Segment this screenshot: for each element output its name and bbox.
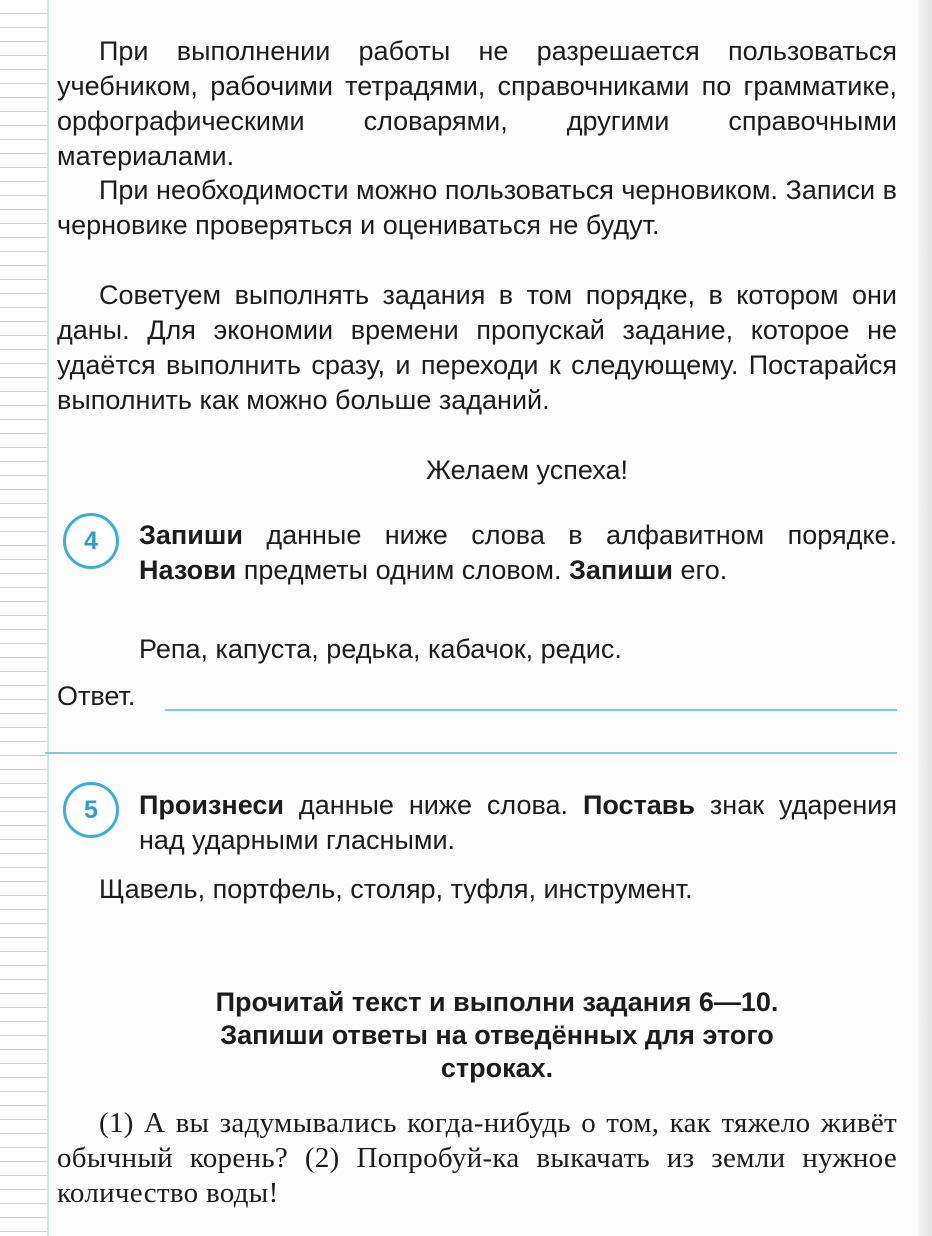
task-5-instruction — [139, 788, 897, 858]
task-4-text-2: предметы одним словом. — [236, 555, 569, 585]
task-4-verb-write-2: Запиши — [569, 555, 673, 585]
heading-line-1: Прочитай текст и выполни задания 6—10. — [215, 987, 779, 1017]
task-5-verb-place: Поставь — [582, 790, 695, 820]
margin-line — [47, 0, 49, 1236]
heading-line-3: строках. — [440, 1053, 554, 1083]
task-4-text-3: его. — [672, 555, 728, 585]
task-4-verb-name: Назови — [139, 555, 237, 585]
task-4-text-1: данные ниже слова в алфавитном порядке. — [242, 520, 897, 550]
instruction-paragraph-3: Советуем выполнять задания в том порядке, в котором они даны. Для экономии времени пропускай задание, которое не удаётся выполнить сразу, и переходи к следующему. Постарайся выполнить как можно больше заданий. — [57, 280, 897, 415]
ruled-margin — [0, 0, 48, 1236]
task-5-number-badge: 5 — [63, 782, 119, 838]
page-edge-shadow — [918, 0, 932, 1236]
task-4-word-list: Репа, капуста, редька, кабачок, редис. — [139, 634, 622, 664]
heading-line-2: Запиши ответы на отведённых для этого — [220, 1020, 774, 1050]
instruction-paragraph-1: При выполнении работы не разрешается пользоваться учебником, рабочими тетрадями, справочниками по грамматике, орфографическими словарями, другими справочными материалами. — [57, 36, 897, 171]
instruction-paragraph-2: При необходимости можно пользоваться черновиком. Записи в черновике проверяться и оцениваться не будут. — [57, 175, 897, 240]
answer-label: Ответ. — [57, 681, 136, 711]
task-4-number-badge: 4 — [63, 513, 119, 569]
task-5-text-2: знак ударения над ударными гласными. — [139, 790, 897, 855]
answer-line-2[interactable] — [45, 752, 897, 754]
task-5-word-list: Щавель, портфель, столяр, туфля, инструмент. — [99, 874, 693, 904]
reading-passage: (1) А вы задумывались когда-нибудь о том, как тяжело живёт обычный корень? (2) Попробуй-ка выкачать из земли нужное количество воды! — [57, 1107, 897, 1209]
good-luck-wish: Желаем успеха! — [425, 455, 629, 485]
task-4-verb-write: Запиши — [139, 520, 243, 550]
task-5-verb-pronounce: Произнеси — [139, 790, 284, 820]
reading-task-heading — [57, 986, 897, 1085]
task-4-instruction — [139, 518, 897, 588]
task-4-answer-area[interactable] — [57, 677, 897, 717]
answer-line-1[interactable] — [165, 709, 897, 711]
task-5-text-1: данные ниже слова. — [284, 790, 583, 820]
